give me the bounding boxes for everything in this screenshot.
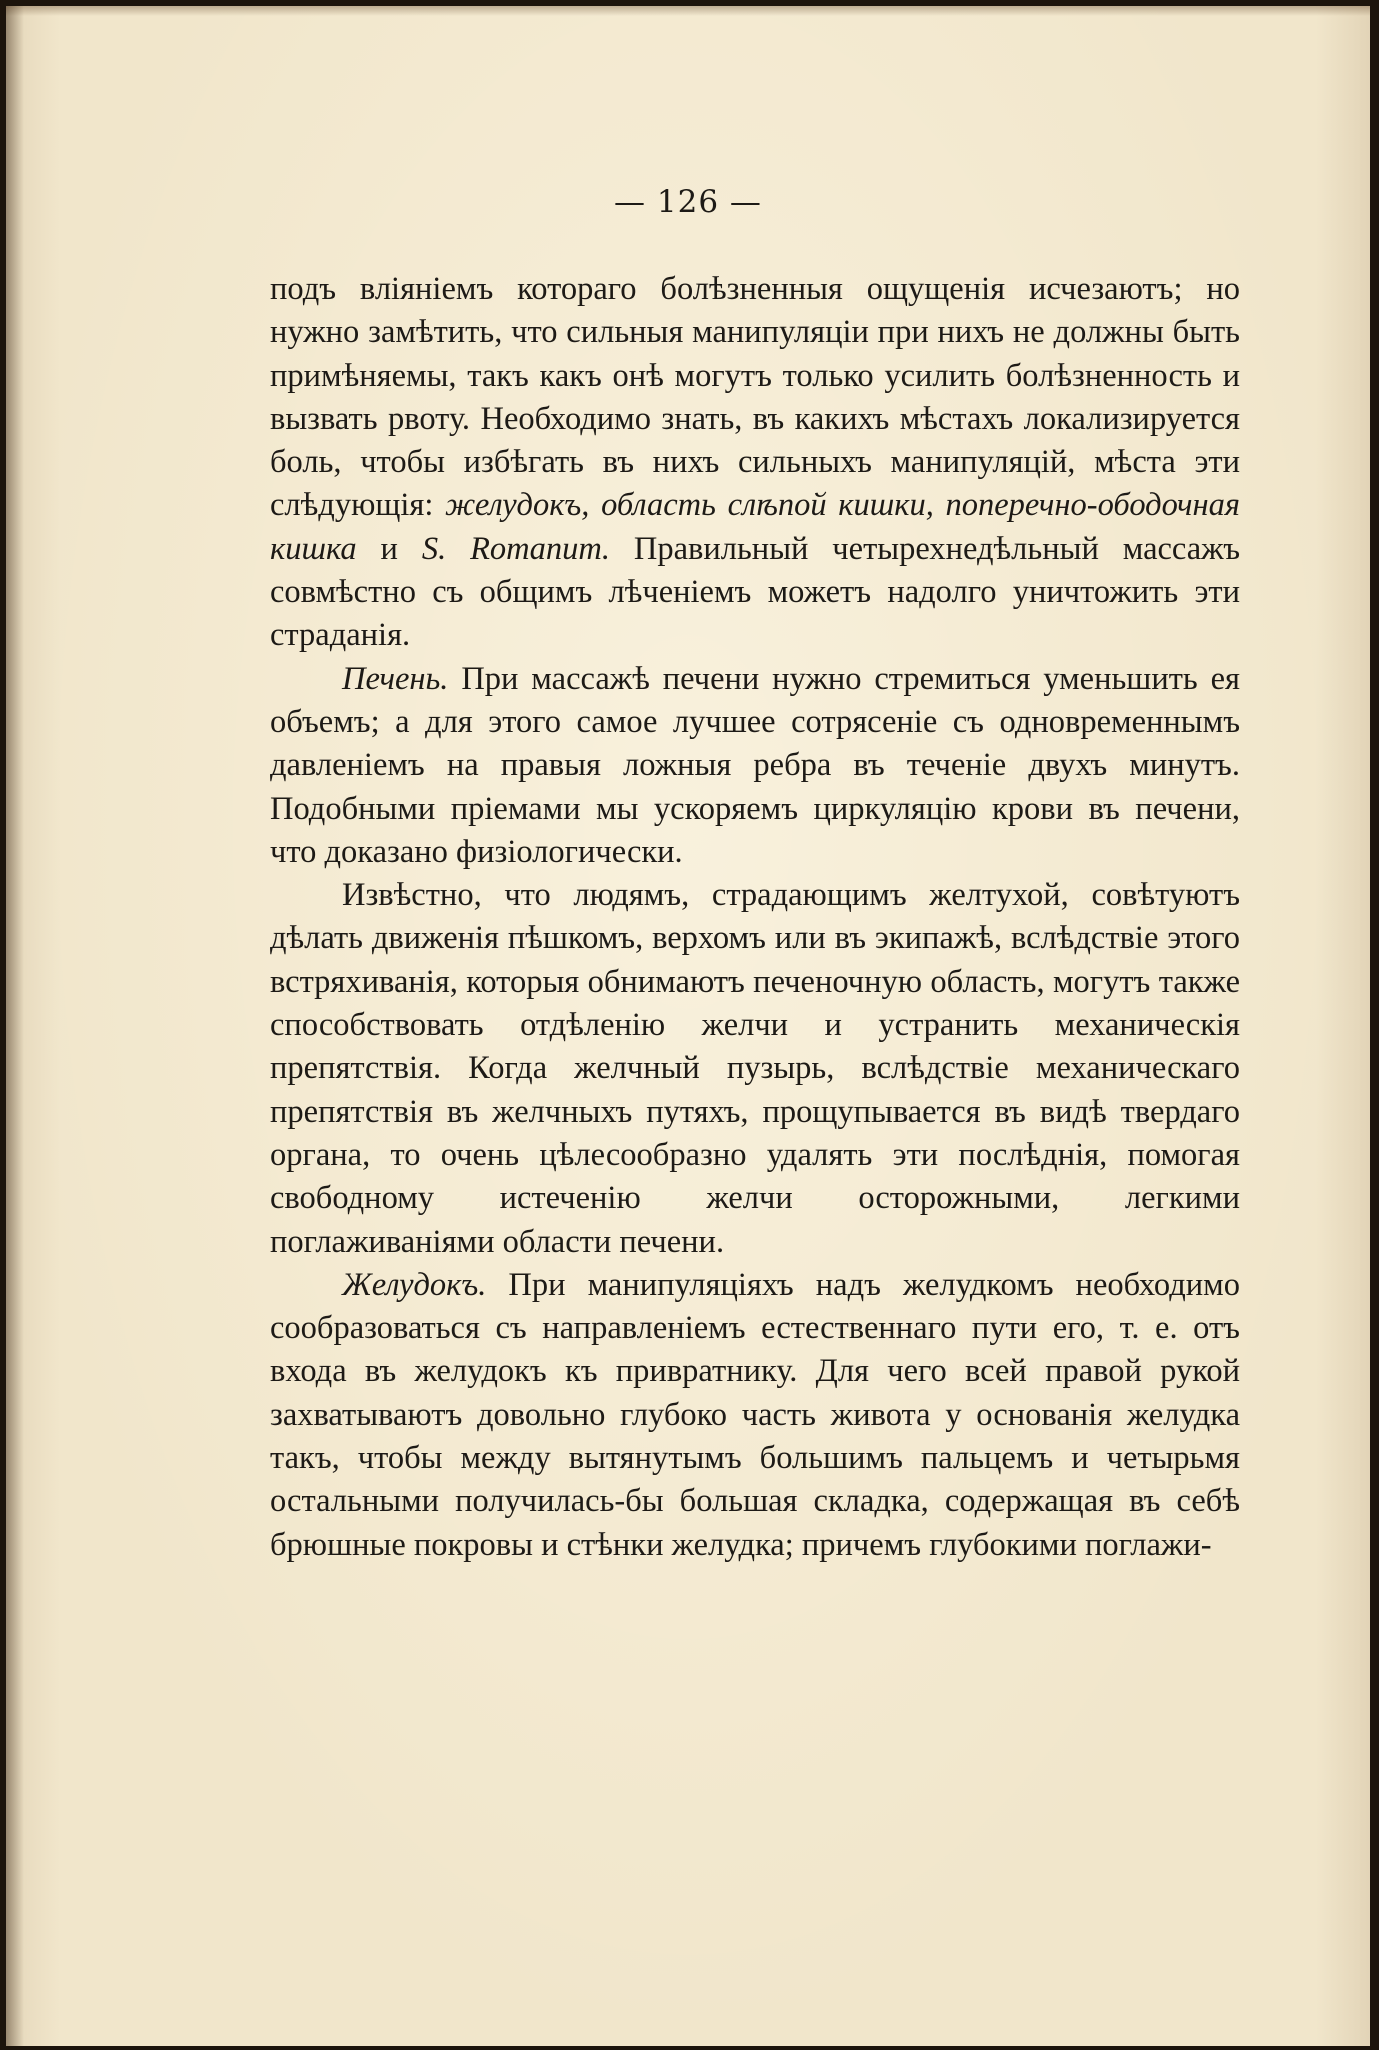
italic-term: S. Romanum.: [421, 530, 610, 567]
paragraph: [270, 658, 1240, 874]
body-text: [270, 268, 1240, 1567]
text-run: Правильный четырехнедѣльный массажъ совмѣстно съ общимъ лѣченіемъ можетъ надолго уничтожить эти страданія.: [270, 530, 1241, 654]
paragraph: [270, 1264, 1240, 1567]
spine-shadow: [6, 6, 24, 2046]
text-run: При массажѣ печени нужно стремиться уменьшить ея объемъ; а для этого самое лучшее сотрясеніе съ одновременнымъ давленіемъ на правыя ложныя ребра въ теченіе двухъ минутъ. Подобными пріемами мы ускоряемъ циркуляцію крови въ печени, что доказано физіологически.: [270, 660, 1240, 870]
paragraph: [270, 874, 1240, 1264]
paragraph: [270, 268, 1240, 658]
book-page: [6, 6, 1370, 2046]
page-top-edge: [6, 6, 1370, 16]
text-run: и: [356, 530, 422, 567]
italic-term: Желудокъ.: [342, 1266, 487, 1303]
text-run: подъ вліяніемъ котораго болѣзненныя ощущенія исчезаютъ; но нужно замѣтить, что сильныя манипуляціи при нихъ не должны быть примѣняемы, такъ какъ онѣ могутъ только усилить болѣзненность и вызвать рвоту. Необходимо знать, въ какихъ мѣстахъ локализируется боль, чтобы избѣгать въ нихъ сильныхъ манипуляцій, мѣста эти слѣдующія:: [270, 271, 1240, 524]
italic-term: желудокъ, область слѣпой кишки, поперечно-ободочная кишка: [270, 487, 1241, 567]
italic-term: Печень.: [342, 660, 449, 697]
text-run: При манипуляціяхъ надъ желудкомъ необходимо сообразоваться съ направленіемъ естественнаго пути его, т. е. отъ входа въ желудокъ къ привратнику. Для чего всей правой рукой захватываютъ довольно глубоко часть живота у основанія желудка такъ, чтобы между вытянутымъ большимъ пальцемъ и четырьмя остальными получилась-бы большая складка, содержащая въ себѣ брюшные покровы и стѣнки желудка; причемъ глубокими поглажи-: [270, 1266, 1240, 1563]
page-number: — 126 —: [614, 184, 762, 220]
text-run: Извѣстно, что людямъ, страдающимъ желтухой, совѣтуютъ дѣлать движенія пѣшкомъ, верхомъ или въ экипажѣ, вслѣдствіе этого встряхиванія, которыя обнимаютъ печеночную область, могутъ также способствовать отдѣленію желчи и устранить механическія препятствія. Когда желчный пузырь, вслѣдствіе механическаго препятствія въ желчныхъ путяхъ, прощупывается въ видѣ твердаго органа, то очень цѣлесообразно удалять эти послѣднія, помогая свободному истеченію желчи осторожными, легкими поглаживаніями области печени.: [270, 877, 1240, 1260]
